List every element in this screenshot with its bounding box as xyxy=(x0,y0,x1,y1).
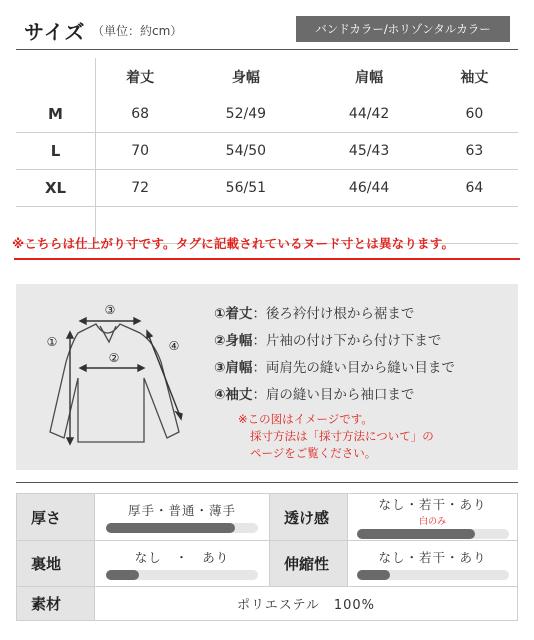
sheer-level-bar xyxy=(357,529,509,539)
table-cell: 45/43 xyxy=(307,133,430,170)
attribute-row xyxy=(17,541,518,587)
table-cell: 46/44 xyxy=(307,170,430,207)
col-header: 着丈 xyxy=(126,70,155,86)
attr-label-lining: 裏地 xyxy=(17,541,95,587)
table-cell: 72 xyxy=(96,170,185,207)
attr-label-stretch: 伸縮性 xyxy=(270,541,348,587)
measurement-item xyxy=(214,329,455,356)
col-header: 身幅 xyxy=(231,70,260,86)
attr-value-thickness xyxy=(95,494,270,541)
attribute-row xyxy=(17,494,518,541)
attribute-row xyxy=(17,587,518,621)
attr-value-stretch xyxy=(348,541,518,587)
lining-options: なし ・ あり xyxy=(134,549,230,565)
measurement-desc: ：肩の縫い目から袖口まで xyxy=(252,387,415,403)
stretch-level-bar xyxy=(357,570,509,580)
attributes-divider xyxy=(16,482,518,483)
size-table xyxy=(16,58,518,244)
sheer-level-fill xyxy=(357,529,476,539)
row-header: L xyxy=(16,133,96,170)
shirt-diagram xyxy=(16,284,216,470)
table-row xyxy=(16,133,518,170)
table-cell: 52/49 xyxy=(184,96,307,133)
measurement-desc: ：両肩先の縫い目から縫い目まで xyxy=(252,360,455,376)
thickness-level-bar xyxy=(106,523,258,533)
caution-line: ページをご覧ください。 xyxy=(250,446,377,460)
table-cell: 68 xyxy=(96,96,185,133)
measurement-list xyxy=(214,302,455,410)
material-value: ポリエステル 100% xyxy=(95,587,518,621)
table-row xyxy=(16,170,518,207)
note-underline xyxy=(14,258,520,260)
measurement-item xyxy=(214,383,455,410)
stretch-options: なし・若干・あり xyxy=(378,549,487,565)
sheer-note: 白のみ xyxy=(418,517,446,527)
table-cell: 60 xyxy=(431,96,518,133)
measurement-label: ④袖丈 xyxy=(214,387,253,403)
diagram-caution xyxy=(238,411,434,462)
table-row xyxy=(16,96,518,133)
marker-3: ③ xyxy=(104,303,116,317)
marker-4: ④ xyxy=(168,339,180,353)
lining-level-bar xyxy=(106,570,258,580)
attr-value-sheer xyxy=(348,494,518,541)
table-cell: 56/51 xyxy=(184,170,307,207)
neckline xyxy=(100,326,116,342)
marker-1: ① xyxy=(46,335,58,349)
attr-label-sheer: 透け感 xyxy=(270,494,348,541)
table-cell: 63 xyxy=(431,133,518,170)
stretch-level-fill xyxy=(357,570,390,580)
col-header: 袖丈 xyxy=(460,70,489,86)
measurement-item xyxy=(214,302,455,329)
row-header: XL xyxy=(16,170,96,207)
unit-label: （単位：約cm） xyxy=(92,24,183,38)
measurement-label: ①着丈 xyxy=(214,306,253,322)
row-header: M xyxy=(16,96,96,133)
variant-badge: バンドカラー/ホリゾンタルカラー xyxy=(296,16,510,42)
thickness-options: 厚手・普通・薄手 xyxy=(127,503,236,518)
table-cell: 64 xyxy=(431,170,518,207)
table-cell: 54/50 xyxy=(184,133,307,170)
caution-line: ※この図はイメージです。 xyxy=(238,412,373,426)
attributes-table xyxy=(16,493,518,621)
size-table-header xyxy=(16,58,518,96)
corner-cell xyxy=(16,58,96,96)
attr-label-thickness: 厚さ xyxy=(17,494,95,541)
table-cell: 44/42 xyxy=(307,96,430,133)
measurement-label: ②身幅 xyxy=(214,333,253,349)
header-divider xyxy=(16,49,518,50)
finished-size-note: ※こちらは仕上がり寸です。タグに記載されているヌード寸とは異なります。 xyxy=(12,236,455,251)
lining-level-fill xyxy=(106,570,139,580)
attr-value-lining xyxy=(95,541,270,587)
size-title: サイズ xyxy=(24,20,86,44)
measurement-desc: ：片袖の付け下から付け下まで xyxy=(252,333,442,349)
measurement-label: ③肩幅 xyxy=(214,360,253,376)
table-cell: 70 xyxy=(96,133,185,170)
caution-line: 採寸方法は「採寸方法について」の xyxy=(250,429,434,443)
attr-label-material: 素材 xyxy=(17,587,95,621)
thickness-level-fill xyxy=(106,523,235,533)
marker-2: ② xyxy=(108,351,120,365)
col-header: 肩幅 xyxy=(355,70,384,86)
measurement-item xyxy=(214,356,455,383)
measurement-desc: ：後ろ衿付け根から裾まで xyxy=(252,306,415,322)
sheer-options: なし・若干・あり xyxy=(378,497,487,512)
